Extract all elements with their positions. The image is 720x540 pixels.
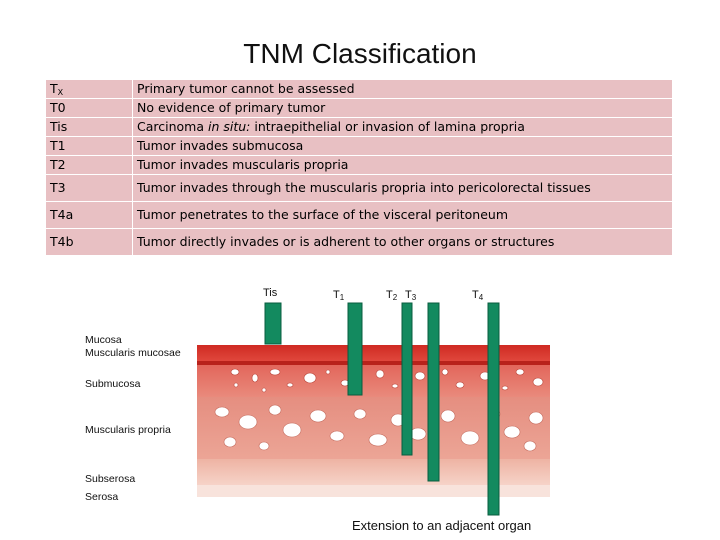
stage-code: Tis (46, 118, 133, 137)
stage-code: T3 (46, 175, 133, 202)
stage-label-t4: $T_4$ (472, 289, 484, 302)
stage-label-t1: $T_1$ (333, 289, 345, 302)
t3-tumor-bar (428, 303, 439, 481)
slide-title: TNM Classification (243, 38, 477, 69)
layer-label-mucosa: Mucosa (85, 334, 122, 346)
stage-label-tis: Tis (263, 287, 278, 299)
stage-description: No evidence of primary tumor (133, 99, 673, 118)
stage-code: T1 (46, 137, 133, 156)
t1-tumor-bar (348, 303, 362, 395)
stage-description: Tumor directly invades or is adherent to other organs or structures (133, 229, 673, 256)
t4-tumor-bar (488, 303, 499, 515)
layer-label-subserosa: Subserosa (85, 473, 136, 485)
stage-label-t2: $T_2$ (386, 289, 398, 302)
layer-label-muscularis-mucosae: Muscularis mucosae (85, 347, 181, 359)
stage-description: Tumor invades through the muscularis propria into pericolorectal tissues (133, 175, 673, 202)
stage-label-t3: $T_3$ (405, 289, 417, 302)
stage-description: Carcinoma in situ: intraepithelial or invasion of lamina propria (133, 118, 673, 137)
stage-code: T0 (46, 99, 133, 118)
t2-tumor-bar (402, 303, 412, 455)
layer-label-serosa: Serosa (85, 491, 119, 503)
stage-description: Tumor penetrates to the surface of the visceral peritoneum (133, 202, 673, 229)
stage-description: Tumor invades muscularis propria (133, 156, 673, 175)
layer-label-muscularis-propria: Muscularis propria (85, 424, 171, 436)
stage-description: Primary tumor cannot be assessed (133, 80, 673, 99)
stage-code: T4a (46, 202, 133, 229)
stage-code: T4b (46, 229, 133, 256)
tis-tumor-bar (265, 303, 281, 344)
layer-label-submucosa: Submucosa (85, 378, 141, 390)
diagram-caption: Extension to an adjacent organ (352, 518, 532, 533)
stage-description: Tumor invades submucosa (133, 137, 673, 156)
stage-code: $T_X$ (46, 80, 133, 99)
stage-code: T2 (46, 156, 133, 175)
